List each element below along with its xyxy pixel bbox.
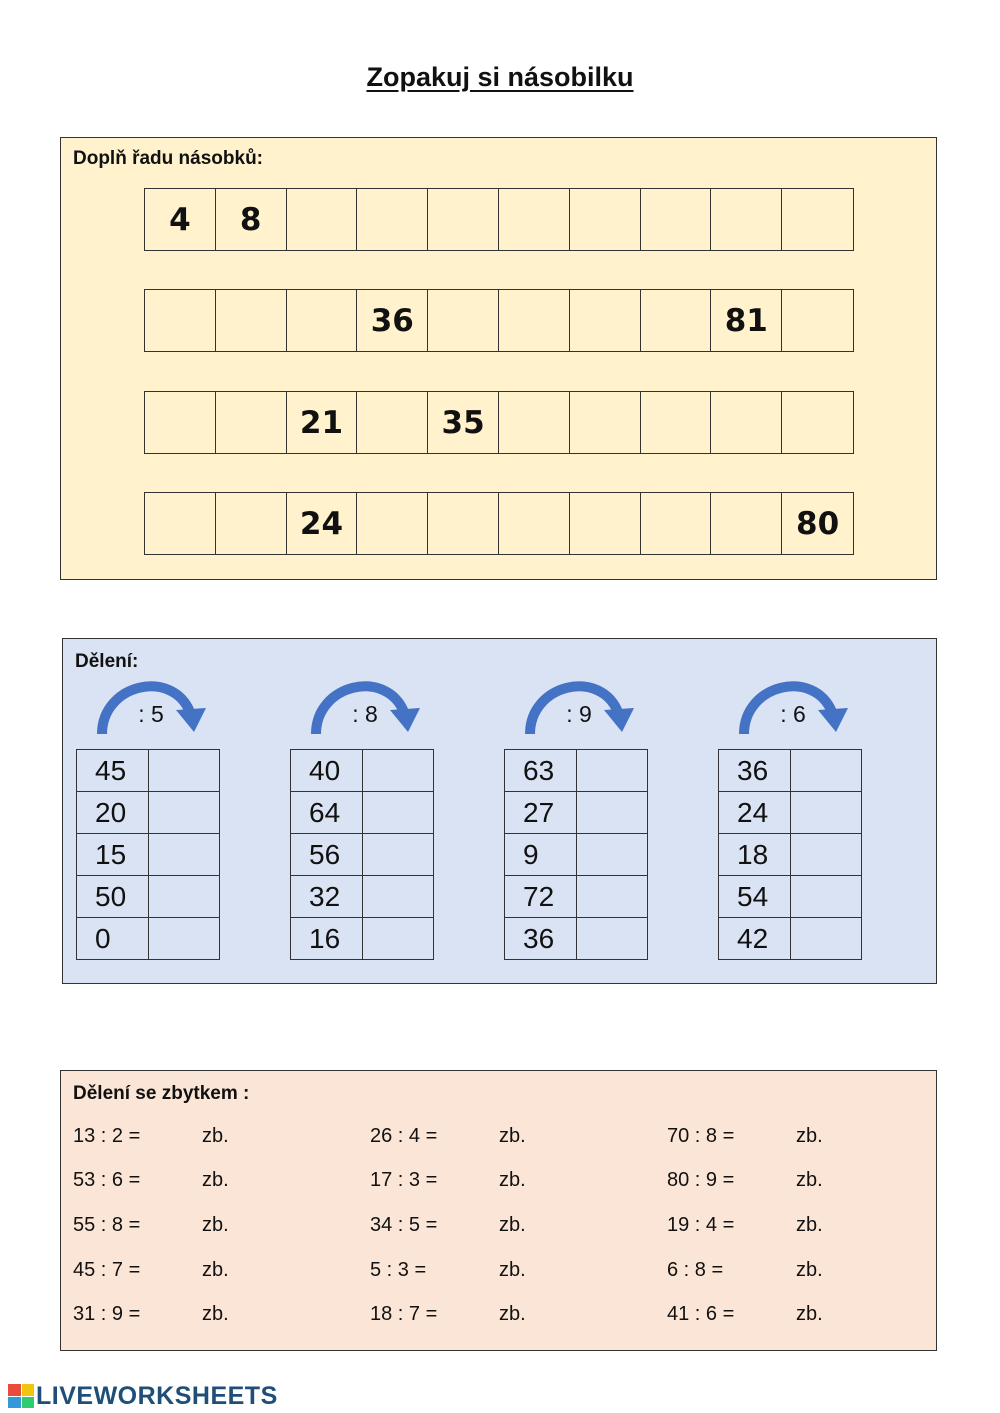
division-expression: 5 : 3 = (370, 1259, 427, 1281)
remainder-label: zb. (202, 1125, 229, 1147)
division-expression: 26 : 4 = (370, 1125, 438, 1147)
division-expression: 31 : 9 = (73, 1303, 141, 1325)
table-row (291, 834, 434, 876)
dividend-cell: 9 (505, 834, 577, 876)
division-expression: 6 : 8 = (667, 1259, 724, 1281)
sequence-cell[interactable]: 4 (145, 189, 216, 250)
answer-cell[interactable] (790, 750, 861, 792)
division-table (290, 749, 434, 960)
sequence-row (144, 391, 854, 454)
dividend-cell: 50 (77, 876, 149, 918)
answer-cell[interactable] (148, 918, 219, 960)
sequence-cell[interactable] (499, 189, 570, 250)
dividend-cell: 72 (505, 876, 577, 918)
sequence-cell[interactable] (357, 189, 428, 250)
sequence-row (144, 492, 854, 555)
division-table (718, 749, 862, 960)
division-expression: 45 : 7 = (73, 1259, 141, 1281)
division-expression: 18 : 7 = (370, 1303, 438, 1325)
sequence-row (144, 188, 854, 251)
dividend-cell: 56 (291, 834, 363, 876)
brand-squares-icon (8, 1384, 34, 1408)
table-row (77, 750, 220, 792)
sequence-cell[interactable] (145, 392, 216, 453)
answer-cell[interactable] (576, 792, 647, 834)
table-row (291, 792, 434, 834)
remainder-label: zb. (202, 1303, 229, 1325)
sequence-cell[interactable] (287, 290, 358, 351)
remainder-section-label: Dělení se zbytkem : (73, 1083, 250, 1104)
remainder-label: zb. (202, 1214, 229, 1236)
answer-cell[interactable] (148, 876, 219, 918)
table-row (77, 834, 220, 876)
table-row (505, 792, 648, 834)
sequence-cell[interactable] (216, 493, 287, 554)
table-row (77, 918, 220, 960)
division-expression: 13 : 2 = (73, 1125, 141, 1147)
answer-cell[interactable] (576, 750, 647, 792)
dividend-cell: 54 (719, 876, 791, 918)
table-row (719, 834, 862, 876)
answer-cell[interactable] (148, 834, 219, 876)
sequence-cell[interactable]: 21 (287, 392, 358, 453)
answer-cell[interactable] (790, 792, 861, 834)
table-row (77, 876, 220, 918)
table-row (291, 750, 434, 792)
sequence-cell[interactable] (357, 392, 428, 453)
remainder-label: zb. (796, 1169, 823, 1191)
brand-name: LIVEWORKSHEETS (36, 1381, 278, 1410)
answer-cell[interactable] (790, 834, 861, 876)
sequence-cell[interactable] (499, 493, 570, 554)
sequence-row (144, 289, 854, 352)
divisor-label: : 6 (780, 701, 806, 727)
answer-cell[interactable] (790, 876, 861, 918)
division-section-label: Dělení: (75, 651, 139, 672)
dividend-cell: 20 (77, 792, 149, 834)
table-row (77, 792, 220, 834)
sequence-cell[interactable] (570, 493, 641, 554)
dividend-cell: 18 (719, 834, 791, 876)
sequence-cell[interactable]: 80 (796, 505, 840, 542)
sequence-cell[interactable] (570, 189, 641, 250)
remainder-section (60, 1070, 937, 1351)
dividend-cell: 64 (291, 792, 363, 834)
answer-cell[interactable] (790, 918, 861, 960)
answer-cell[interactable] (148, 792, 219, 834)
division-section (62, 638, 937, 984)
remainder-label: zb. (499, 1259, 526, 1281)
division-expression: 41 : 6 = (667, 1303, 735, 1325)
remainder-label: zb. (499, 1214, 526, 1236)
multiples-section-label: Doplň řadu násobků: (73, 148, 263, 169)
table-row (505, 750, 648, 792)
sequence-cell[interactable] (570, 392, 641, 453)
sequence-cell[interactable] (641, 290, 712, 351)
table-row (291, 876, 434, 918)
dividend-cell: 36 (719, 750, 791, 792)
remainder-label: zb. (796, 1125, 823, 1147)
division-expression: 70 : 8 = (667, 1125, 735, 1147)
sequence-cell[interactable] (499, 392, 570, 453)
multiples-section (60, 137, 937, 580)
divisor-label: : 5 (138, 701, 164, 727)
division-expression: 53 : 6 = (73, 1169, 141, 1191)
divisor-label: : 8 (352, 701, 378, 727)
dividend-cell: 0 (77, 918, 149, 960)
table-row (719, 876, 862, 918)
liveworksheets-logo (8, 1382, 278, 1410)
dividend-cell: 45 (77, 750, 149, 792)
sequence-cell[interactable] (216, 290, 287, 351)
answer-cell[interactable] (576, 918, 647, 960)
table-row (719, 792, 862, 834)
remainder-label: zb. (796, 1303, 823, 1325)
table-row (505, 918, 648, 960)
sequence-cell[interactable]: 36 (357, 290, 428, 351)
sequence-cell[interactable] (428, 189, 499, 250)
sequence-cell[interactable] (641, 493, 712, 554)
sequence-cell[interactable] (428, 493, 499, 554)
table-row (719, 750, 862, 792)
answer-cell[interactable] (362, 750, 433, 792)
remainder-label: zb. (796, 1259, 823, 1281)
sequence-cell[interactable]: 81 (711, 290, 782, 351)
dividend-cell: 36 (505, 918, 577, 960)
remainder-label: zb. (796, 1214, 823, 1236)
sequence-cell[interactable]: 24 (287, 493, 358, 554)
page-title: Zopakuj si násobilku (366, 62, 634, 92)
table-row (505, 834, 648, 876)
sequence-cell[interactable] (428, 290, 499, 351)
sequence-cell[interactable] (216, 392, 287, 453)
sequence-cell[interactable] (499, 290, 570, 351)
answer-cell[interactable] (148, 750, 219, 792)
sequence-cell[interactable]: 8 (216, 189, 287, 250)
division-expression: 80 : 9 = (667, 1169, 735, 1191)
division-expression: 34 : 5 = (370, 1214, 438, 1236)
sequence-cell[interactable] (641, 392, 712, 453)
divisor-label: : 9 (566, 701, 592, 727)
division-expression: 19 : 4 = (667, 1214, 735, 1236)
remainder-label: zb. (499, 1303, 526, 1325)
sequence-cell[interactable] (145, 493, 216, 554)
sequence-cell[interactable] (782, 290, 853, 351)
division-table (76, 749, 220, 960)
division-group (504, 674, 654, 964)
sequence-cell[interactable] (711, 493, 782, 554)
dividend-cell: 42 (719, 918, 791, 960)
answer-cell[interactable] (362, 876, 433, 918)
table-row (719, 918, 862, 960)
remainder-label: zb. (499, 1169, 526, 1191)
dividend-cell: 27 (505, 792, 577, 834)
division-expression: 17 : 3 = (370, 1169, 438, 1191)
remainder-label: zb. (202, 1169, 229, 1191)
sequence-cell[interactable] (641, 189, 712, 250)
answer-cell[interactable] (576, 834, 647, 876)
division-group (76, 674, 226, 964)
table-row (291, 918, 434, 960)
sequence-cell[interactable]: 35 (428, 392, 499, 453)
dividend-cell: 32 (291, 876, 363, 918)
sequence-cell[interactable] (711, 392, 782, 453)
sequence-cell[interactable] (711, 189, 782, 250)
division-table (504, 749, 648, 960)
sequence-cell[interactable] (782, 392, 853, 453)
division-group (290, 674, 440, 964)
dividend-cell: 40 (291, 750, 363, 792)
sequence-cell[interactable] (357, 493, 428, 554)
remainder-label: zb. (202, 1259, 229, 1281)
dividend-cell: 63 (505, 750, 577, 792)
sequence-cell[interactable] (570, 290, 641, 351)
sequence-cell[interactable] (782, 189, 853, 250)
dividend-cell: 15 (77, 834, 149, 876)
table-row (505, 876, 648, 918)
dividend-cell: 24 (719, 792, 791, 834)
sequence-cell[interactable] (287, 189, 358, 250)
answer-cell[interactable] (576, 876, 647, 918)
division-group (718, 674, 868, 964)
division-expression: 55 : 8 = (73, 1214, 141, 1236)
answer-cell[interactable] (362, 918, 433, 960)
remainder-label: zb. (499, 1125, 526, 1147)
answer-cell[interactable] (362, 792, 433, 834)
sequence-cell[interactable] (145, 290, 216, 351)
answer-cell[interactable] (362, 834, 433, 876)
dividend-cell: 16 (291, 918, 363, 960)
